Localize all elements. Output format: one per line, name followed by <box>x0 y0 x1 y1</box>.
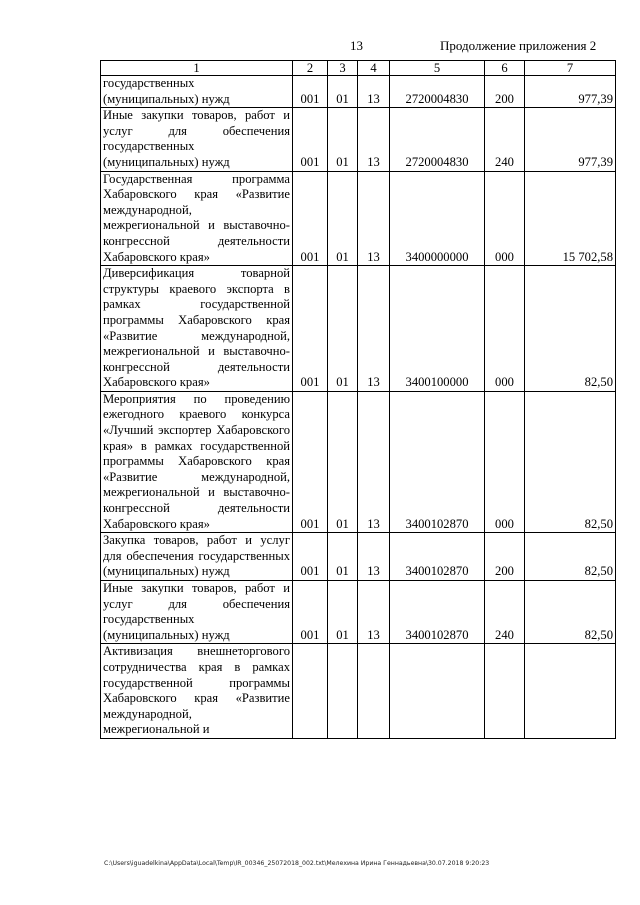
row-name: Активизация внешнеторгового сотрудничества края в рамках государственной программы Хабаровского края «Развитие международной, межрегиональной и <box>101 644 293 739</box>
col-header-7: 7 <box>525 61 616 76</box>
row-csr: 2720004830 <box>390 76 485 108</box>
column-number-row <box>101 61 616 76</box>
row-sum <box>525 644 616 739</box>
row-rz: 01 <box>328 266 358 392</box>
row-pr: 13 <box>358 581 390 644</box>
table-row <box>101 391 616 532</box>
row-sum: 82,50 <box>525 533 616 581</box>
table-row <box>101 533 616 581</box>
row-ved: 001 <box>293 391 328 532</box>
row-csr: 3400102870 <box>390 581 485 644</box>
row-sum: 977,39 <box>525 76 616 108</box>
row-name: Иные закупки товаров, работ и услуг для обеспечения государственных (муниципальных) нужд <box>101 108 293 171</box>
row-name: Мероприятия по проведению ежегодного краевого конкурса «Лучший экспортер Хабаровского края» в рамках государственной программы Хабаровского края «Развитие международной, межрегиональной и выставочно-конгрессной деятельности Хабаровского края» <box>101 391 293 532</box>
row-ved: 001 <box>293 171 328 266</box>
row-csr: 3400102870 <box>390 533 485 581</box>
row-sum: 977,39 <box>525 108 616 171</box>
row-vr: 000 <box>485 171 525 266</box>
row-sum: 15 702,58 <box>525 171 616 266</box>
row-pr: 13 <box>358 266 390 392</box>
row-vr: 000 <box>485 266 525 392</box>
row-vr: 200 <box>485 76 525 108</box>
row-csr: 3400100000 <box>390 266 485 392</box>
row-name: Иные закупки товаров, работ и услуг для обеспечения государственных (муниципальных) нужд <box>101 581 293 644</box>
row-ved <box>293 644 328 739</box>
row-rz: 01 <box>328 391 358 532</box>
row-sum: 82,50 <box>525 266 616 392</box>
row-sum: 82,50 <box>525 391 616 532</box>
col-header-2: 2 <box>293 61 328 76</box>
table-row <box>101 108 616 171</box>
row-sum: 82,50 <box>525 581 616 644</box>
row-rz: 01 <box>328 171 358 266</box>
table-row <box>101 644 616 739</box>
col-header-4: 4 <box>358 61 390 76</box>
row-ved: 001 <box>293 533 328 581</box>
budget-table <box>100 60 616 739</box>
row-csr: 2720004830 <box>390 108 485 171</box>
row-pr: 13 <box>358 171 390 266</box>
col-header-6: 6 <box>485 61 525 76</box>
row-name: государственных (муниципальных) нужд <box>101 76 293 108</box>
continuation-label: Продолжение приложения 2 <box>440 38 597 53</box>
row-vr: 240 <box>485 108 525 171</box>
row-csr: 3400000000 <box>390 171 485 266</box>
table-row <box>101 171 616 266</box>
row-pr: 13 <box>358 76 390 108</box>
row-rz: 01 <box>328 533 358 581</box>
row-pr: 13 <box>358 108 390 171</box>
row-ved: 001 <box>293 581 328 644</box>
row-rz <box>328 644 358 739</box>
row-name: Государственная программа Хабаровского края «Развитие международной, межрегиональной и выставочно-конгрессной деятельности Хабаровского края» <box>101 171 293 266</box>
row-pr: 13 <box>358 391 390 532</box>
row-rz: 01 <box>328 581 358 644</box>
row-name: Диверсификация товарной структуры краевого экспорта в рамках государственной программы Хабаровского края «Развитие международной, межрегиональной и выставочно-конгрессной деятельности Хабаровского края» <box>101 266 293 392</box>
row-ved: 001 <box>293 76 328 108</box>
row-rz: 01 <box>328 76 358 108</box>
row-vr: 000 <box>485 391 525 532</box>
row-ved: 001 <box>293 108 328 171</box>
page-number: 13 <box>350 38 363 53</box>
file-path-footer: C:\Users\iguadelkina\AppData\Local\Temp\IR_00346_25072018_002.txt\Мелехина Ирина Геннадьевна\30.07.2018 9:20:23 <box>104 860 490 867</box>
row-pr: 13 <box>358 533 390 581</box>
row-name: Закупка товаров, работ и услуг для обеспечения государственных (муниципальных) нужд <box>101 533 293 581</box>
col-header-3: 3 <box>328 61 358 76</box>
table-row <box>101 266 616 392</box>
row-vr: 240 <box>485 581 525 644</box>
table-row <box>101 76 616 108</box>
table-row <box>101 581 616 644</box>
row-rz: 01 <box>328 108 358 171</box>
col-header-1: 1 <box>101 61 293 76</box>
row-pr <box>358 644 390 739</box>
row-ved: 001 <box>293 266 328 392</box>
row-csr <box>390 644 485 739</box>
row-vr <box>485 644 525 739</box>
col-header-5: 5 <box>390 61 485 76</box>
row-vr: 200 <box>485 533 525 581</box>
row-csr: 3400102870 <box>390 391 485 532</box>
